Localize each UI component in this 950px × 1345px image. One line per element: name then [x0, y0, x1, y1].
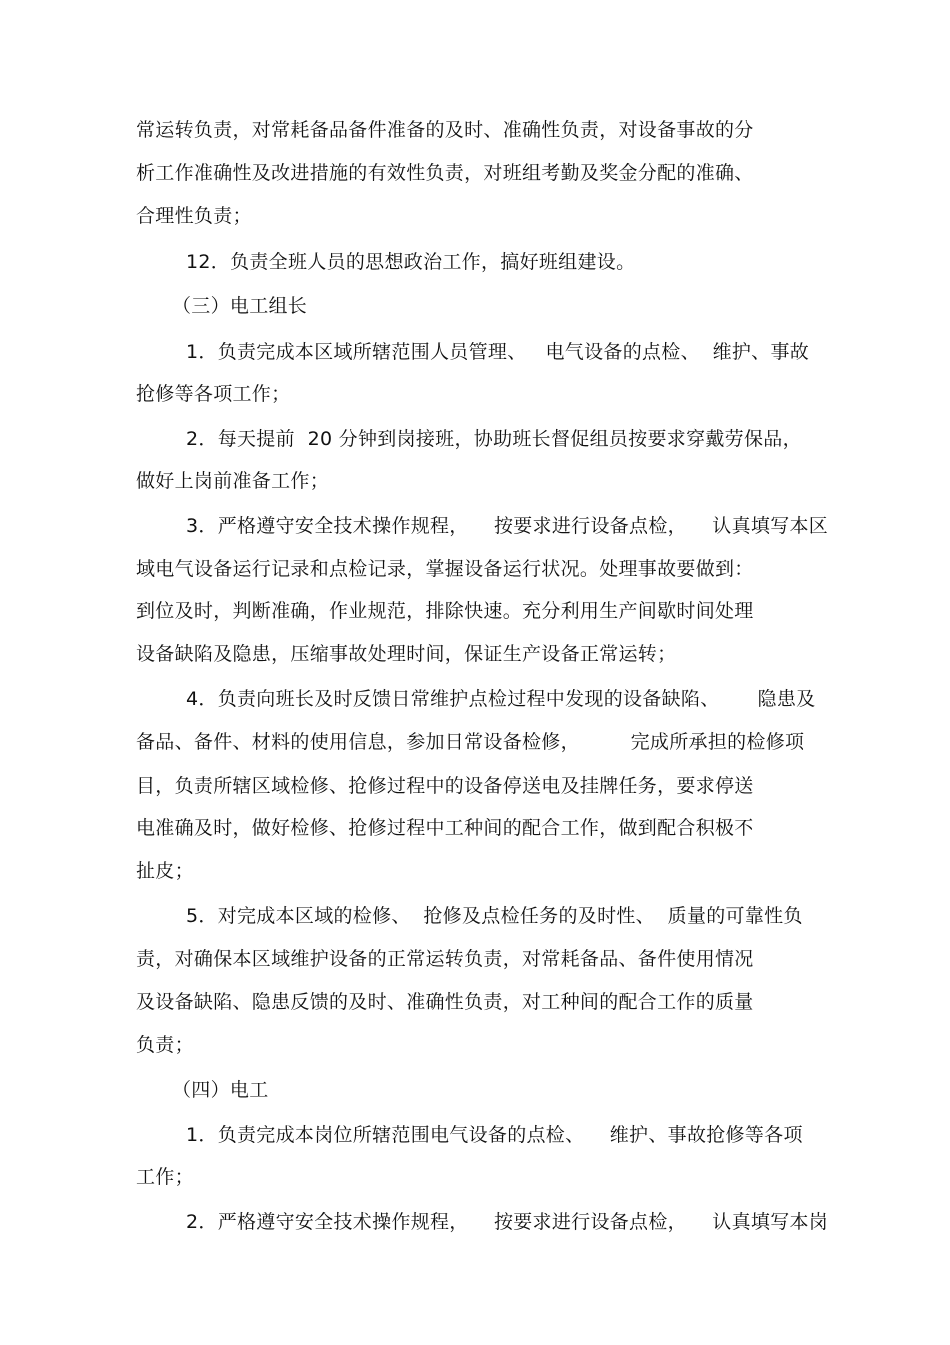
text-line: 电准确及时，做好检修、抢修过程中工种间的配合工作，做到配合积极不	[136, 817, 754, 839]
text-line: 合理性负责；	[136, 205, 252, 227]
text-line: 目，负责所辖区域检修、抢修过程中的设备停送电及挂牌任务，要求停送	[136, 775, 754, 797]
text-line: 1．负责完成本区域所辖范围人员管理、 电气设备的点检、 维护、事故	[186, 341, 810, 363]
text-line: 3．严格遵守安全技术操作规程， 按要求进行设备点检， 认真填写本区	[186, 515, 829, 537]
text-line: 2．每天提前 20 分钟到岗接班，协助班长督促组员按要求穿戴劳保品，	[186, 428, 802, 450]
section-heading: （三）电工组长	[172, 295, 308, 317]
text-line: 到位及时，判断准确，作业规范，排除快速。充分利用生产间歇时间处理	[136, 600, 754, 622]
text-line: 域电气设备运行记录和点检记录，掌握设备运行状况。处理事故要做到：	[136, 558, 754, 580]
text-line: 备品、备件、材料的使用信息，参加日常设备检修， 完成所承担的检修项	[136, 731, 805, 753]
text-line: 5．对完成本区域的检修、 抢修及点检任务的及时性、 质量的可靠性负	[186, 905, 803, 927]
text-line: 做好上岗前准备工作；	[136, 470, 330, 492]
section-heading: （四）电工	[172, 1079, 269, 1101]
text-line: 12．负责全班人员的思想政治工作，搞好班组建设。	[186, 251, 636, 273]
text-line: 2．严格遵守安全技术操作规程， 按要求进行设备点检， 认真填写本岗	[186, 1211, 829, 1233]
text-line: 设备缺陷及隐患，压缩事故处理时间，保证生产设备正常运转；	[136, 643, 677, 665]
text-line: 负责；	[136, 1034, 194, 1056]
text-line: 4．负责向班长及时反馈日常维护点检过程中发现的设备缺陷、 隐患及	[186, 688, 816, 710]
text-line: 抢修等各项工作；	[136, 383, 291, 405]
text-line: 工作；	[136, 1166, 194, 1188]
text-line: 扯皮；	[136, 860, 194, 882]
text-line: 责，对确保本区域维护设备的正常运转负责，对常耗备品、备件使用情况	[136, 948, 754, 970]
text-line: 及设备缺陷、隐患反馈的及时、准确性负责，对工种间的配合工作的质量	[136, 991, 754, 1013]
text-line: 1．负责完成本岗位所辖范围电气设备的点检、 维护、事故抢修等各项	[186, 1124, 803, 1146]
text-line: 常运转负责，对常耗备品备件准备的及时、准确性负责，对设备事故的分	[136, 119, 754, 141]
text-line: 析工作准确性及改进措施的有效性负责，对班组考勤及奖金分配的准确、	[136, 162, 754, 184]
